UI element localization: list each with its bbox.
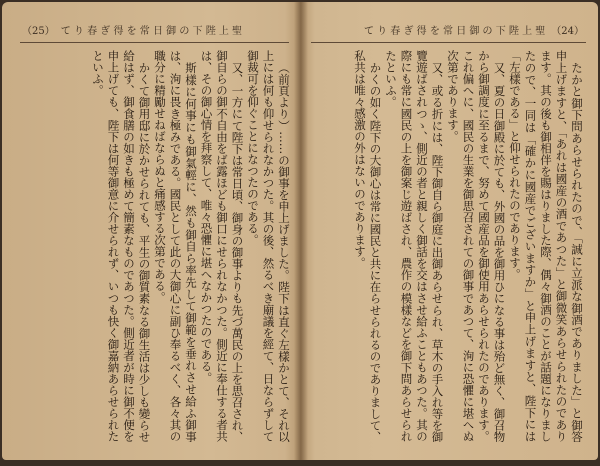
left-page-header	[22, 20, 242, 38]
right-page-number: （24）	[551, 25, 584, 37]
left-page-body	[18, 50, 291, 442]
right-page-header	[364, 20, 584, 38]
right-header-rule	[311, 42, 586, 43]
left-running-head: て り 春 ぎ 得 を 常 日 御 の 下 陛 上 聖	[60, 25, 243, 37]
left-header-rule	[20, 42, 289, 43]
right-paragraph-4: かくの如く陛下の大御心は常に國民と共に在らせられるのでありまして、私共は唯々感激の外はないのであります。	[353, 50, 383, 442]
book-gutter	[294, 2, 308, 460]
left-paragraph-4: かくて御用邸に於かせられても、平生の御質素なる御生活は少しも變らせ給はず、御食膳の如きも極めて簡素なものであつた。側近者が時に御不便を申上げても、陛下は何等御意に介せられず、いつも快く御嘉納あらせられたといふ。	[91, 50, 152, 442]
left-page-number: （25）	[22, 25, 55, 37]
left-page	[2, 2, 301, 460]
right-paragraph-1: たかと御下問あらせられたので、「誠に立派な御酒でありました」と御答申上げますと、「あれは國産の酒であつた」と御微笑あらせられたのであります。其の後も御相伴を賜はりました際、偶々御酒のことが話題になりましたので、一同は「確かに國産でございますか」と申上げますと、陛下には「左樣である」と仰せられたのであります。	[508, 50, 584, 442]
left-paragraph-2: 又、一方にて陛下は常日頃、御身の御事よりも先づ萬民の上を思召され、御自らの御不自由をば露ほども御口にせられなかつた。側近に奉仕する者共は、その御心情を拜察して、唯々恐懼に堪へなかつたのである。	[199, 50, 245, 442]
right-paragraph-3: 又、或る折には、陛下御自ら御庭に出御あらせられ、草木の手入れ等を御覽遊ばされつゝ、側近の者と親しく御話を交はさせ給ふこともあつた。其の際にも常に國民の上を御案じ遊ばされ、農作の模樣などを御下問あらせられたといふ。	[384, 50, 445, 442]
right-page	[301, 2, 598, 460]
right-paragraph-2: 又、夏の日御殿に於ても、外國の品を御用ひになる事は殆ど無く、御召物から御調度に至るまで、努めて國産品を御使用あらせられたのであります。これ偏へに、國民の生業を御思召されての御事であつて、洵に恐懼に堪へぬ次第であります。	[446, 50, 507, 442]
left-paragraph-1: （前頁より）……の御事を申上げました。陛下は直ぐ左樣かとて、それ以上には何も仰せられなかつた。其の後、然るべき廟議を經て、日ならずして御裁可を仰ぐことになつたのである。	[246, 50, 291, 442]
right-page-body	[311, 50, 584, 442]
left-paragraph-3: 斯樣に何事にも御氣輕に、然も御自ら率先して御範を垂れさせ給ふ御事は、洵に畏き極みである。國民として此の大御心に副ひ奉るべく、各々其の職分に精勵せねばならぬと痛感する次第である。	[153, 50, 198, 442]
right-running-head: て り 春 ぎ 得 を 常 日 御 の 下 陛 上 聖	[363, 25, 546, 37]
